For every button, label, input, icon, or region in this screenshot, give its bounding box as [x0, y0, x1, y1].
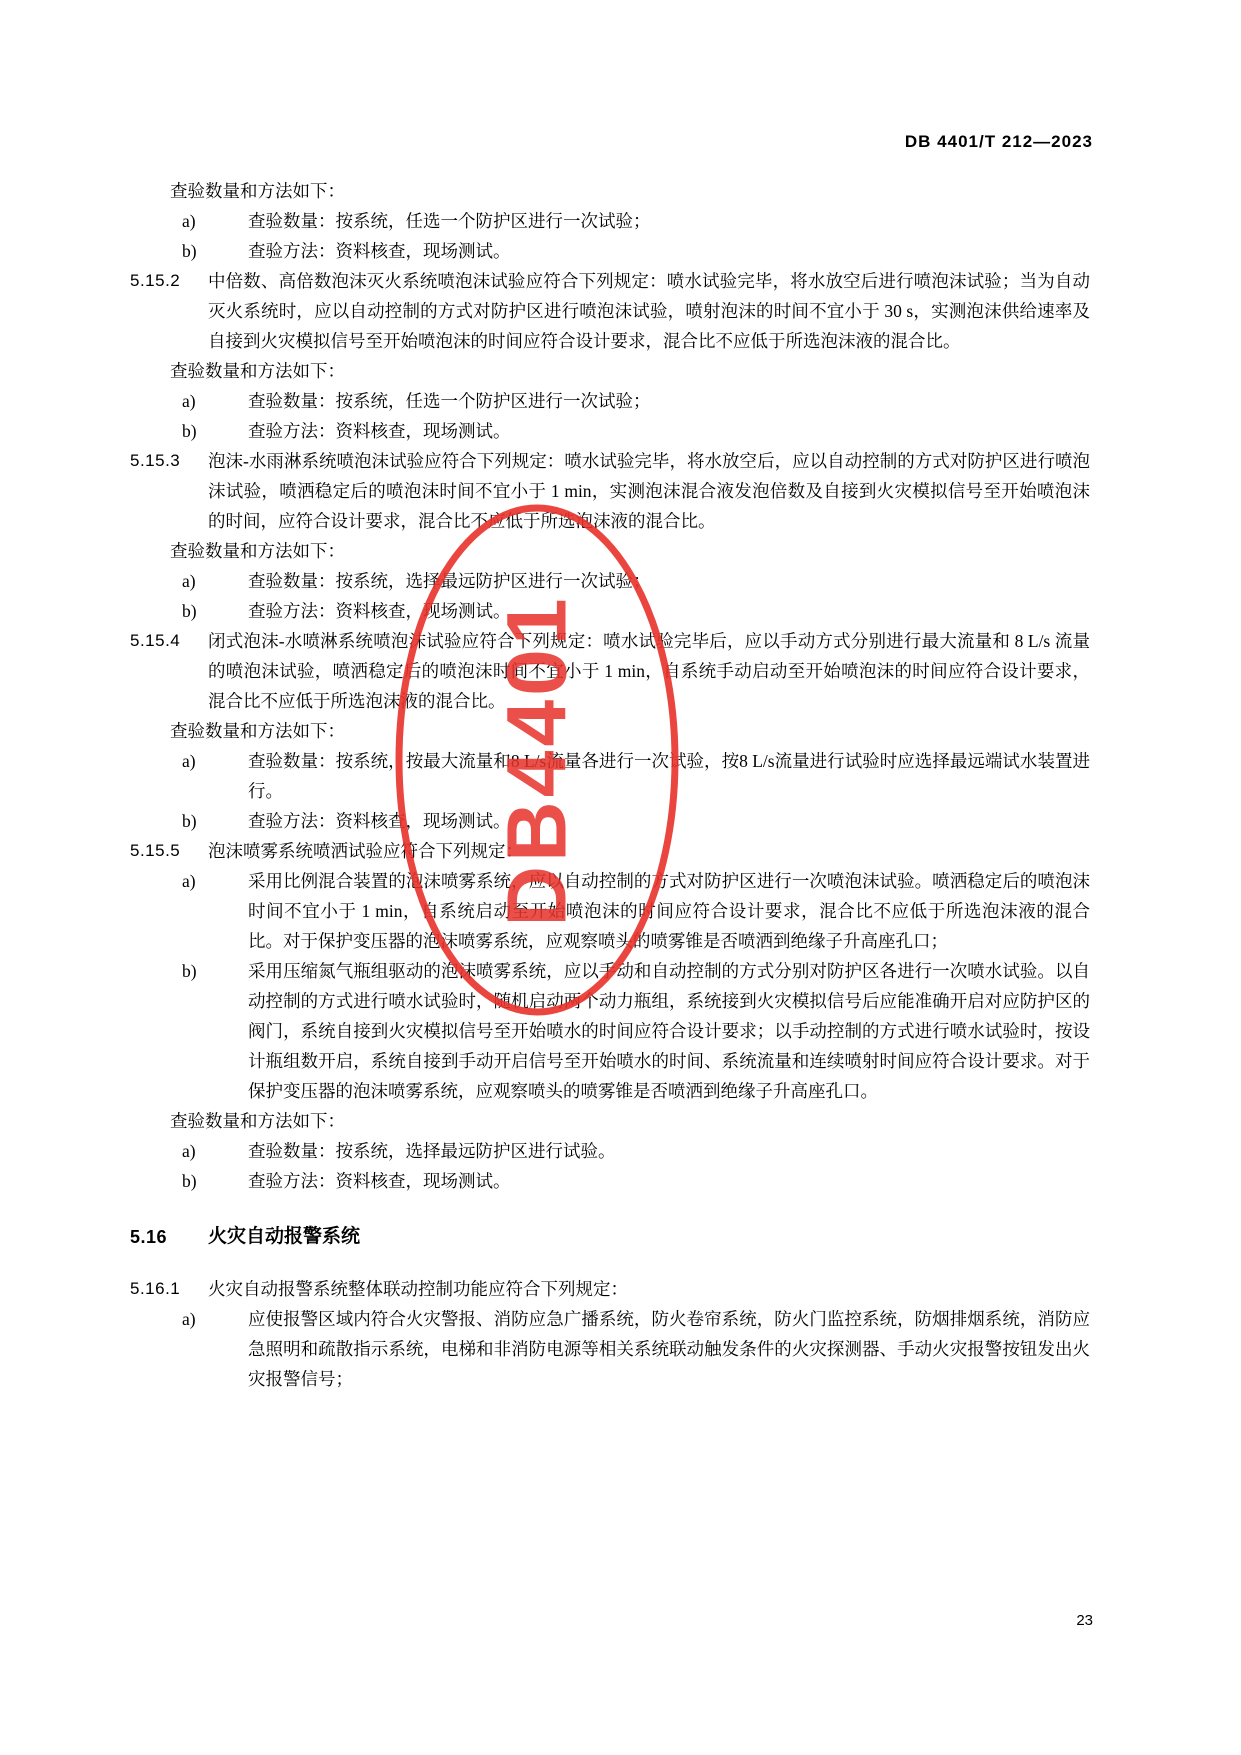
list-item: [130, 956, 1090, 1106]
clause-5-15-3: [130, 446, 1090, 536]
list-item-label: a): [182, 751, 196, 771]
list-item: [130, 806, 1090, 836]
list-item-text: 查验方法：资料核查，现场测试。: [248, 1171, 511, 1191]
clause-number: 5.15.5: [130, 841, 181, 860]
list-item: [130, 596, 1090, 626]
list-item-label: b): [182, 421, 197, 441]
list-item-text: 查验方法：资料核查，现场测试。: [248, 811, 511, 831]
list-item-label: b): [182, 1171, 197, 1191]
clause-number: 5.15.2: [130, 271, 181, 290]
list-item-text: 采用压缩氮气瓶组驱动的泡沫喷雾系统，应以手动和自动控制的方式分别对防护区各进行一次喷水试验。以自动控制的方式进行喷水试验时，随机启动两个动力瓶组，系统接到火灾模拟信号后应能准确开启对应防护区的阀门，系统自接到火灾模拟信号至开始喷水的时间应符合设计要求；以手动控制的方式进行喷水试验时，按设计瓶组数开启，系统自接到手动开启信号至开始喷水的时间、系统流量和连续喷射时间应符合设计要求。对于保护变压器的泡沫喷雾系统，应观察喷头的喷雾锥是否喷洒到绝缘子升高座孔口。: [248, 961, 1090, 1101]
clause-text: 泡沫喷雾系统喷洒试验应符合下列规定：: [208, 841, 523, 861]
clause-text: 火灾自动报警系统整体联动控制功能应符合下列规定：: [208, 1279, 628, 1299]
page-number: 23: [1076, 1612, 1093, 1629]
list-item-text: 查验方法：资料核查，现场测试。: [248, 601, 511, 621]
list-item: [130, 1304, 1090, 1394]
list-item-text: 查验数量：按系统，任选一个防护区进行一次试验；: [248, 391, 651, 411]
list-item: [130, 746, 1090, 806]
list-item-label: b): [182, 601, 197, 621]
list-item-text: 应使报警区域内符合火灾警报、消防应急广播系统，防火卷帘系统，防火门监控系统，防烟排烟系统，消防应急照明和疏散指示系统，电梯和非消防电源等相关系统联动触发条件的火灾探测器、手动火灾报警按钮发出火灾报警信号；: [248, 1309, 1090, 1389]
clause-number: 5.15.3: [130, 451, 181, 470]
clause-5-16-1: [130, 1274, 1090, 1304]
list-item: [130, 1136, 1090, 1166]
list-item-label: a): [182, 571, 196, 591]
list-item: [130, 206, 1090, 236]
list-item-text: 查验方法：资料核查，现场测试。: [248, 241, 511, 261]
clause-number: 5.16.1: [130, 1279, 181, 1298]
document-body: [130, 176, 1090, 1394]
clause-5-15-5: [130, 836, 1090, 866]
list-item-label: a): [182, 1141, 196, 1161]
list-item: [130, 236, 1090, 266]
list-item-text: 查验数量：按系统，选择最远防护区进行试验。: [248, 1141, 616, 1161]
clause-number: 5.15.4: [130, 631, 181, 650]
list-item-label: a): [182, 211, 196, 231]
stamp-label: DB4401: [489, 593, 584, 927]
list-item: [130, 566, 1090, 596]
section-heading-5-16: [130, 1222, 1090, 1252]
clause-5-15-2: [130, 266, 1090, 356]
list-item-label: a): [182, 391, 196, 411]
clause-5-15-5-lead: 查验数量和方法如下：: [170, 1111, 345, 1131]
list-item-label: a): [182, 871, 196, 891]
page-header: DB 4401/T 212—2023: [904, 132, 1093, 151]
list-item-label: b): [182, 241, 197, 261]
list-item-text: 查验数量：按系统，选择最远防护区进行一次试验；: [248, 571, 651, 591]
section-title: 火灾自动报警系统: [208, 1226, 361, 1247]
clause-text: 闭式泡沫-水喷淋系统喷泡沫试验应符合下列规定：喷水试验完毕后，应以手动方式分别进行最大流量和 8 L/s 流量的喷泡沫试验，喷洒稳定后的喷泡沫时间不宜小于 1 min，自系统手动启动至开始喷泡沫的时间应符合设计要求，混合比不应低于所选泡沫液的混合比。: [208, 631, 1090, 711]
clause-5-15-3-lead: 查验数量和方法如下：: [170, 541, 345, 561]
clause-5-15-4: [130, 626, 1090, 716]
list-item-text: 查验数量：按系统，任选一个防护区进行一次试验；: [248, 211, 651, 231]
list-item-text: 采用比例混合装置的泡沫喷雾系统，应以自动控制的方式对防护区进行一次喷泡沫试验。喷洒稳定后的喷泡沫时间不宜小于 1 min，自系统启动至开始喷泡沫的时间应符合设计要求，混合比不应低于所选泡沫液的混合比。对于保护变压器的泡沫喷雾系统，应观察喷头的喷雾锥是否喷洒到绝缘子升高座孔口；: [248, 871, 1090, 951]
list-item-text: 查验方法：资料核查，现场测试。: [248, 421, 511, 441]
list-item-text: 查验数量：按系统，按最大流量和8 L/s流量各进行一次试验，按8 L/s流量进行试验时应选择最远端试水装置进行。: [248, 751, 1090, 801]
clause-5-15-2-lead: 查验数量和方法如下：: [170, 361, 345, 381]
list-item: [130, 866, 1090, 956]
list-item-label: b): [182, 961, 197, 981]
list-item-label: a): [182, 1309, 196, 1329]
clause-5-15-4-lead: 查验数量和方法如下：: [170, 721, 345, 741]
list-item-label: b): [182, 811, 197, 831]
list-item: [130, 386, 1090, 416]
clause-text: 中倍数、高倍数泡沫灭火系统喷泡沫试验应符合下列规定：喷水试验完毕，将水放空后进行喷泡沫试验；当为自动灭火系统时，应以自动控制的方式对防护区进行喷泡沫试验，喷射泡沫的时间不宜小于 30 s，实测泡沫供给速率及自接到火灾模拟信号至开始喷泡沫的时间应符合设计要求，混合比不应低于所选泡沫液的混合比。: [208, 271, 1090, 351]
section-number: 5.16: [130, 1227, 168, 1247]
list-item: [130, 416, 1090, 446]
clause-text: 泡沫-水雨淋系统喷泡沫试验应符合下列规定：喷水试验完毕，将水放空后，应以自动控制的方式对防护区进行喷泡沫试验，喷洒稳定后的喷泡沫时间不宜小于 1 min，实测泡沫混合液发泡倍数及自接到火灾模拟信号至开始喷泡沫的时间，应符合设计要求，混合比不应低于所选泡沫液的混合比。: [208, 451, 1090, 531]
intro-line: 查验数量和方法如下：: [170, 181, 345, 201]
list-item: [130, 1166, 1090, 1196]
